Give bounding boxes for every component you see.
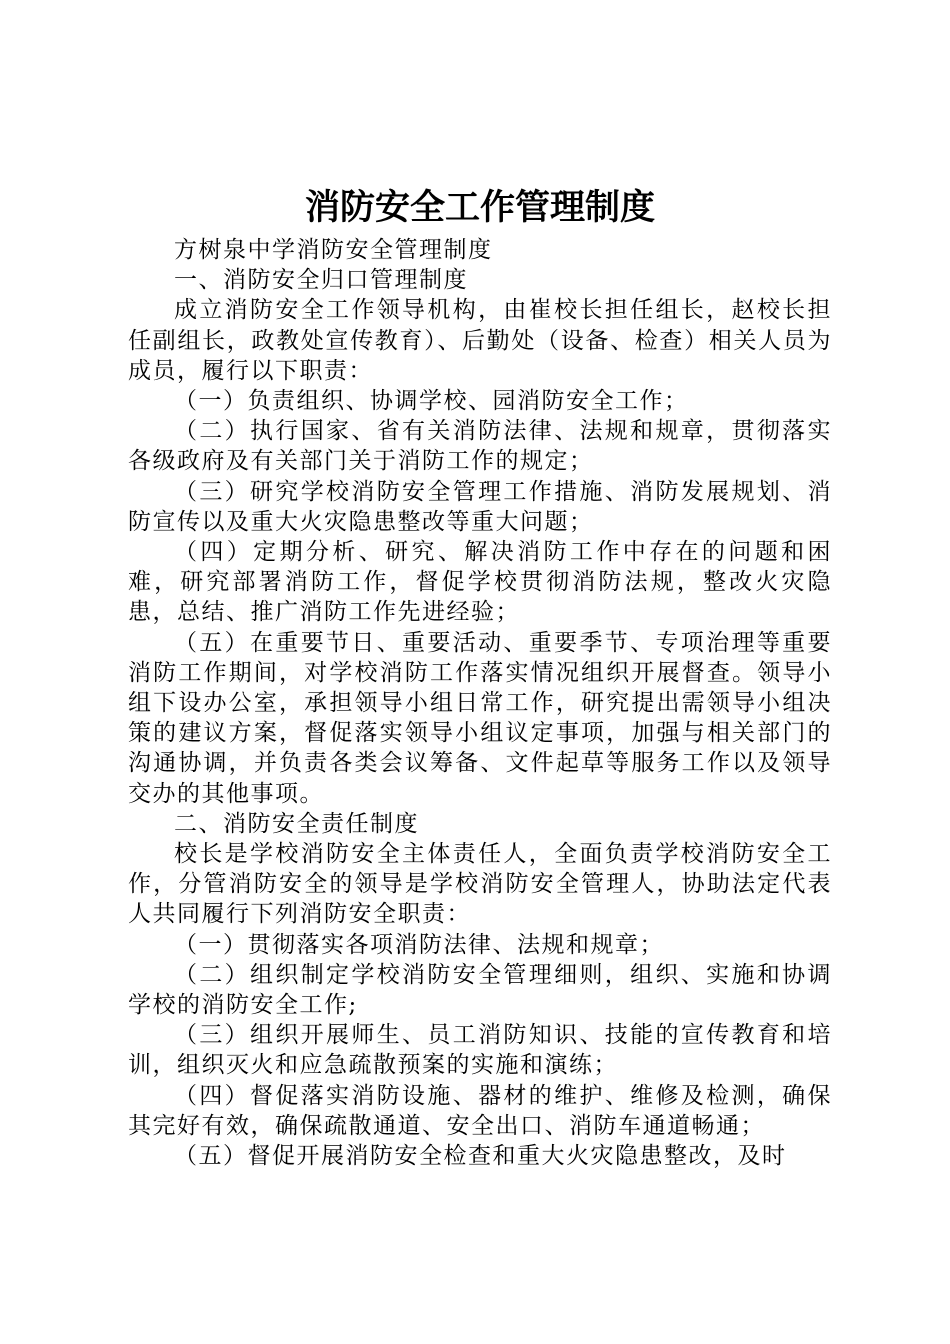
- list-item: （三）组织开展师生、员工消防知识、技能的宣传教育和培训，组织灭火和应急疏散预案的实施和演练；: [128, 1022, 832, 1079]
- paragraph: 校长是学校消防安全主体责任人，全面负责学校消防安全工作，分管消防安全的领导是学校消防安全管理人，协助法定代表人共同履行下列消防安全职责：: [128, 841, 832, 928]
- section-heading-2: 二、消防安全责任制度: [174, 810, 419, 837]
- list-item: （一）负责组织、协调学校、园消防安全工作；: [174, 388, 689, 415]
- document-page: [128, 183, 832, 1171]
- list-item: （四）督促落实消防设施、器材的维护、维修及检测，确保其完好有效，确保疏散通道、安全出口、消防车通道畅通；: [128, 1082, 832, 1139]
- list-item: （五）督促开展消防安全检查和重大火灾隐患整改，及时: [174, 1143, 787, 1170]
- list-item: （三）研究学校消防安全管理工作措施、消防发展规划、消防宣传以及重大火灾隐患整改等重大问题；: [128, 478, 832, 535]
- list-item: （一）贯彻落实各项消防法律、法规和规章；: [174, 931, 664, 958]
- paragraph: 成立消防安全工作领导机构，由崔校长担任组长，赵校长担任副组长，政教处宣传教育）、后勤处（设备、检查）相关人员为成员，履行以下职责：: [128, 297, 832, 384]
- list-item: （五）在重要节日、重要活动、重要季节、专项治理等重要消防工作期间，对学校消防工作落实情况组织开展督查。领导小组下设办公室，承担领导小组日常工作，研究提出需领导小组决策的建议方案，督促落实领导小组议定事项，加强与相关部门的沟通协调，并负责各类会议筹备、文件起草等服务工作以及领导交办的其他事项。: [128, 629, 832, 807]
- paragraph-school-name: 方树泉中学消防安全管理制度: [174, 237, 493, 263]
- list-item: （二）组织制定学校消防安全管理细则，组织、实施和协调学校的消防安全工作;: [128, 961, 832, 1019]
- list-item: （二）执行国家、省有关消防法律、法规和规章，贯彻落实各级政府及有关部门关于消防工作的规定；: [128, 418, 832, 475]
- list-item: （四）定期分析、研究、解决消防工作中存在的问题和困难，研究部署消防工作，督促学校贯彻消防法规，整改火灾隐患，总结、推广消防工作先进经验；: [128, 539, 832, 626]
- document-title: 消防安全工作管理制度: [304, 187, 655, 228]
- section-heading-1: 一、消防安全归口管理制度: [174, 267, 468, 294]
